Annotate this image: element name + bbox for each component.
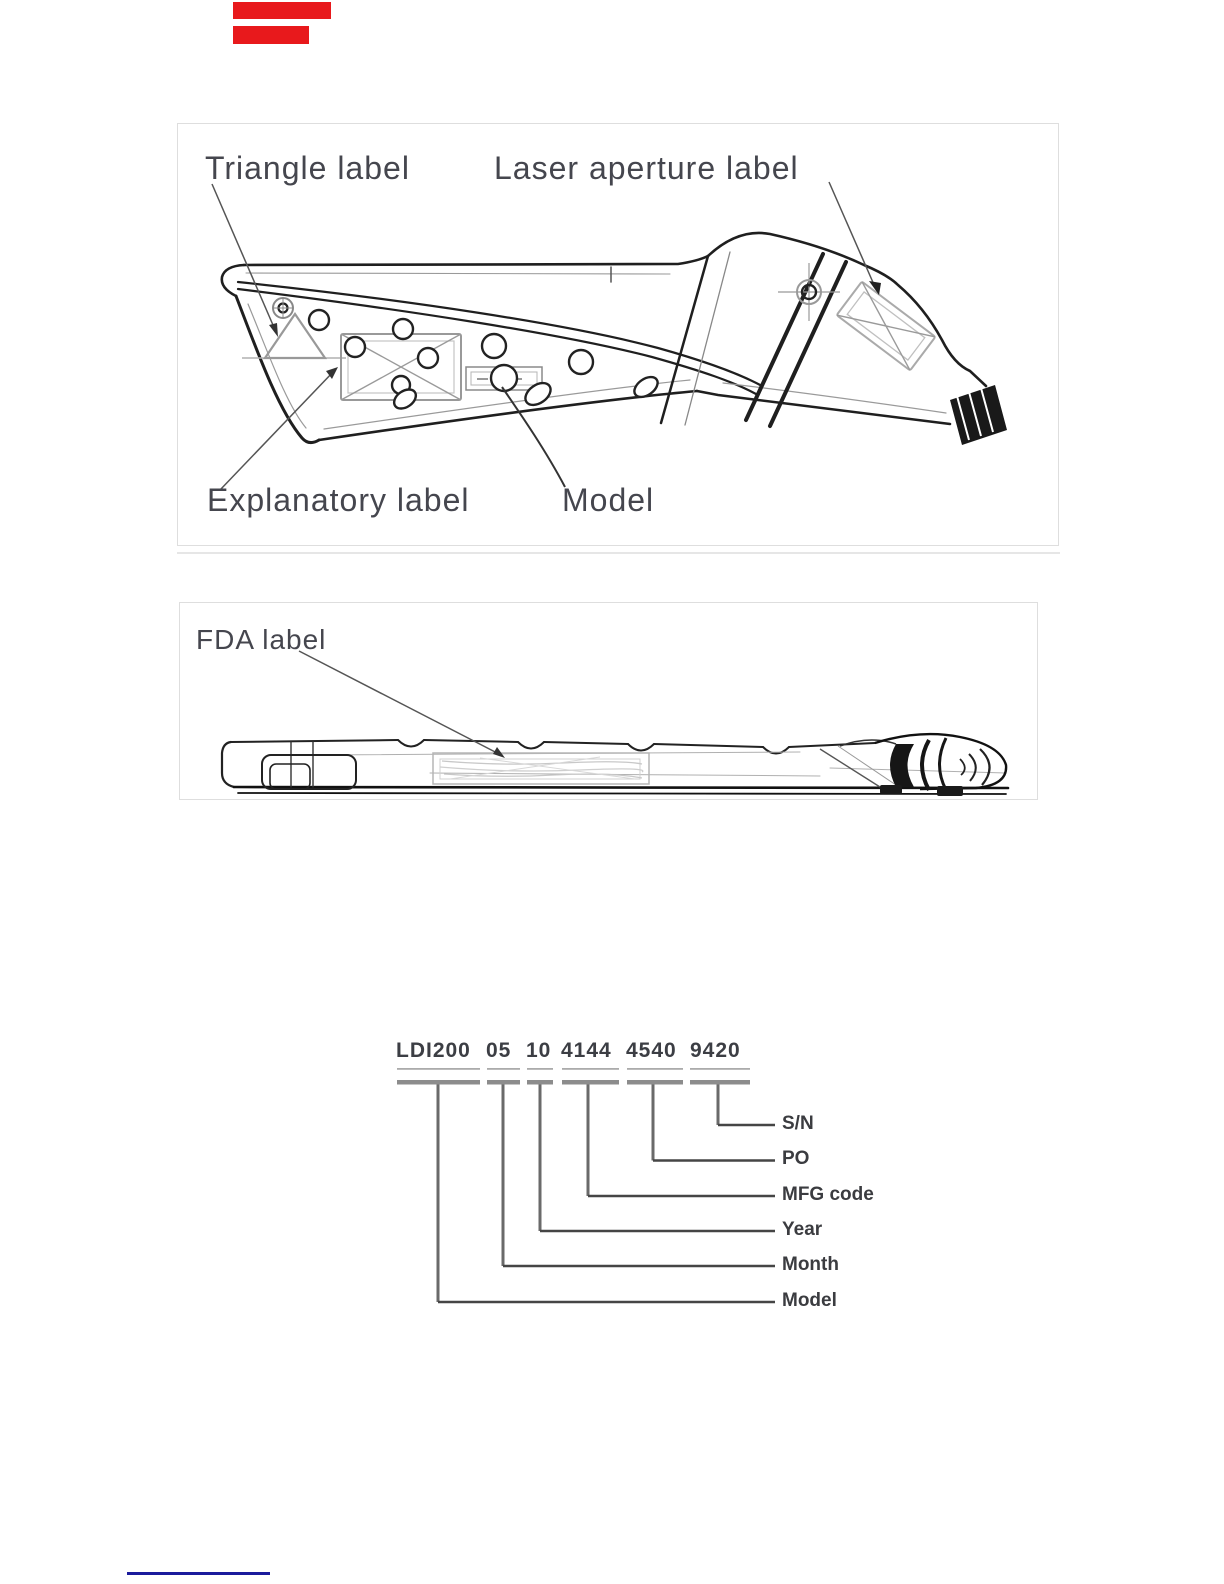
laser-aperture-label-caption: Laser aperture label — [494, 150, 799, 186]
model-label-caption: Model — [562, 482, 655, 518]
callout-year: Year — [782, 1219, 823, 1240]
callout-po: PO — [782, 1148, 810, 1169]
serial-code-month: 05 — [486, 1039, 512, 1062]
device-head — [661, 233, 986, 426]
serial-code-sn: 9420 — [690, 1039, 741, 1062]
aperture-screw-target — [778, 263, 840, 321]
group-bars — [397, 1080, 750, 1085]
callout-mfg-code: MFG code — [782, 1184, 874, 1205]
body-holes — [309, 310, 661, 412]
callout-model: Model — [782, 1290, 837, 1311]
fda-label-caption: FDA label — [196, 624, 327, 655]
callout-elbows — [438, 1125, 775, 1302]
serial-number-diagram-lines — [380, 1035, 900, 1325]
redaction-bar-1 — [233, 2, 331, 19]
serial-code-year: 10 — [526, 1039, 552, 1062]
callout-sn: S/N — [782, 1113, 814, 1134]
group-underlines — [397, 1068, 750, 1070]
explanatory-label-caption: Explanatory label — [207, 482, 470, 518]
figure1-separator-rule — [177, 552, 1060, 554]
fda-label-plate — [433, 753, 649, 784]
serial-code-mfg: 4144 — [561, 1039, 612, 1062]
redaction-bar-2 — [233, 26, 309, 44]
footer-link-line — [127, 1572, 270, 1575]
laser-aperture-label-marker — [837, 282, 936, 371]
callout-month: Month — [782, 1254, 839, 1275]
callout-stems — [438, 1085, 718, 1303]
serial-code-model: LDI200 — [396, 1039, 471, 1062]
serial-code-po: 4540 — [626, 1039, 677, 1062]
fda-leader-line — [299, 651, 505, 758]
serial-number-diagram — [380, 1035, 900, 1325]
knurled-knob — [950, 385, 1007, 445]
triangle-label-caption: Triangle label — [205, 150, 410, 186]
